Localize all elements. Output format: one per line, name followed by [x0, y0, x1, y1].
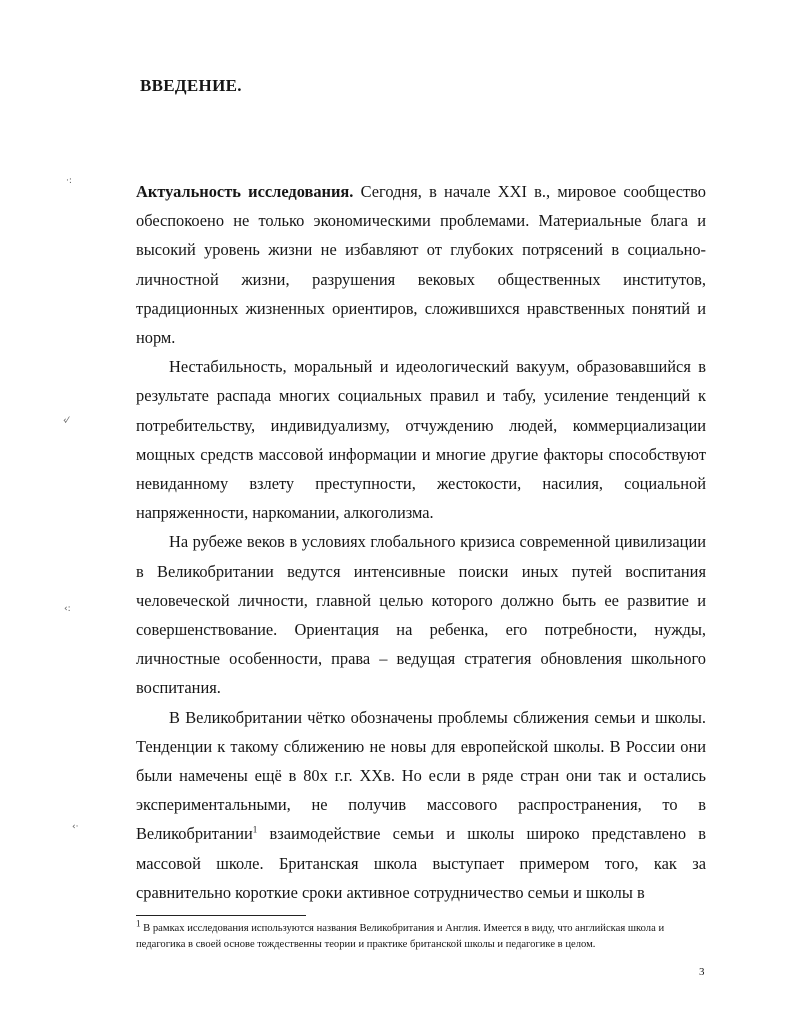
footnote-text: В рамках исследования используются названия Великобритания и Англия. Имеется в виду, что английская школа и педагогика в своей основе тождественны теории и практике британской школы и педагогике в целом.	[136, 923, 665, 950]
footnote-marker: 1	[136, 918, 141, 929]
scan-speck: ‹·	[72, 822, 79, 832]
body-text	[136, 177, 706, 907]
paragraph-text: Сегодня, в начале XXI в., мировое сообщество обеспокоено не только экономическими проблемами. Материальные блага и высокий уровень жизни не избавляют от глубоких потрясений в социально-личностной жизни, разрушения вековых общественных институтов, традиционных жизненных ориентиров, сложившихся нравственных понятий и норм.	[136, 182, 706, 348]
paragraph-relevance	[136, 177, 706, 352]
scan-speck: ‹:	[64, 604, 71, 614]
footnote-divider	[136, 915, 306, 916]
footnote-reference: 1	[252, 825, 258, 835]
scan-speck: ‹⁄	[63, 416, 69, 426]
page-number: 3	[699, 966, 705, 978]
paragraph-text: В Великобритании чётко обозначены проблемы сближения семьи и школы. Тенденции к такому сближению не новы для европейской школы. В России они были намечены ещё в 80х г.г. XXв. Но если в ряде стран они так и остались экспериментальными, не получив массового распространения, то в Великобритании	[136, 707, 706, 844]
footnote	[136, 918, 708, 953]
paragraph: На рубеже веков в условиях глобального кризиса современной цивилизации в Великобритании ведутся интенсивные поиски иных путей воспитания человеческой личности, главной целью которого должно быть ее развитие и совершенствование. Ориентация на ребенка, его потребности, нужды, личностные особенности, права – ведущая стратегия обновления школьного воспитания.	[136, 532, 706, 698]
paragraph-text: взаимодействие семьи и школы широко представлено в массовой школе. Британская школа выступает примером того, как за сравнительно короткие сроки активное сотрудничество семьи и школы в	[136, 824, 706, 902]
paragraph	[136, 703, 706, 907]
page-heading: ВВЕДЕНИЕ.	[140, 76, 242, 95]
paragraph: Нестабильность, моральный и идеологический вакуум, образовавшийся в результате распада многих социальных правил и табу, усиление тенденций к потребительству, индивидуализму, отчуждению людей, коммерциализации мощных средств массовой информации и многие другие факторы способствуют невиданному взлету преступности, жестокости, насилия, социальной напряженности, наркомании, алкоголизма.	[136, 357, 706, 523]
paragraph-lead: Актуальность исследования.	[136, 182, 354, 201]
scan-speck: ·:	[66, 176, 72, 186]
